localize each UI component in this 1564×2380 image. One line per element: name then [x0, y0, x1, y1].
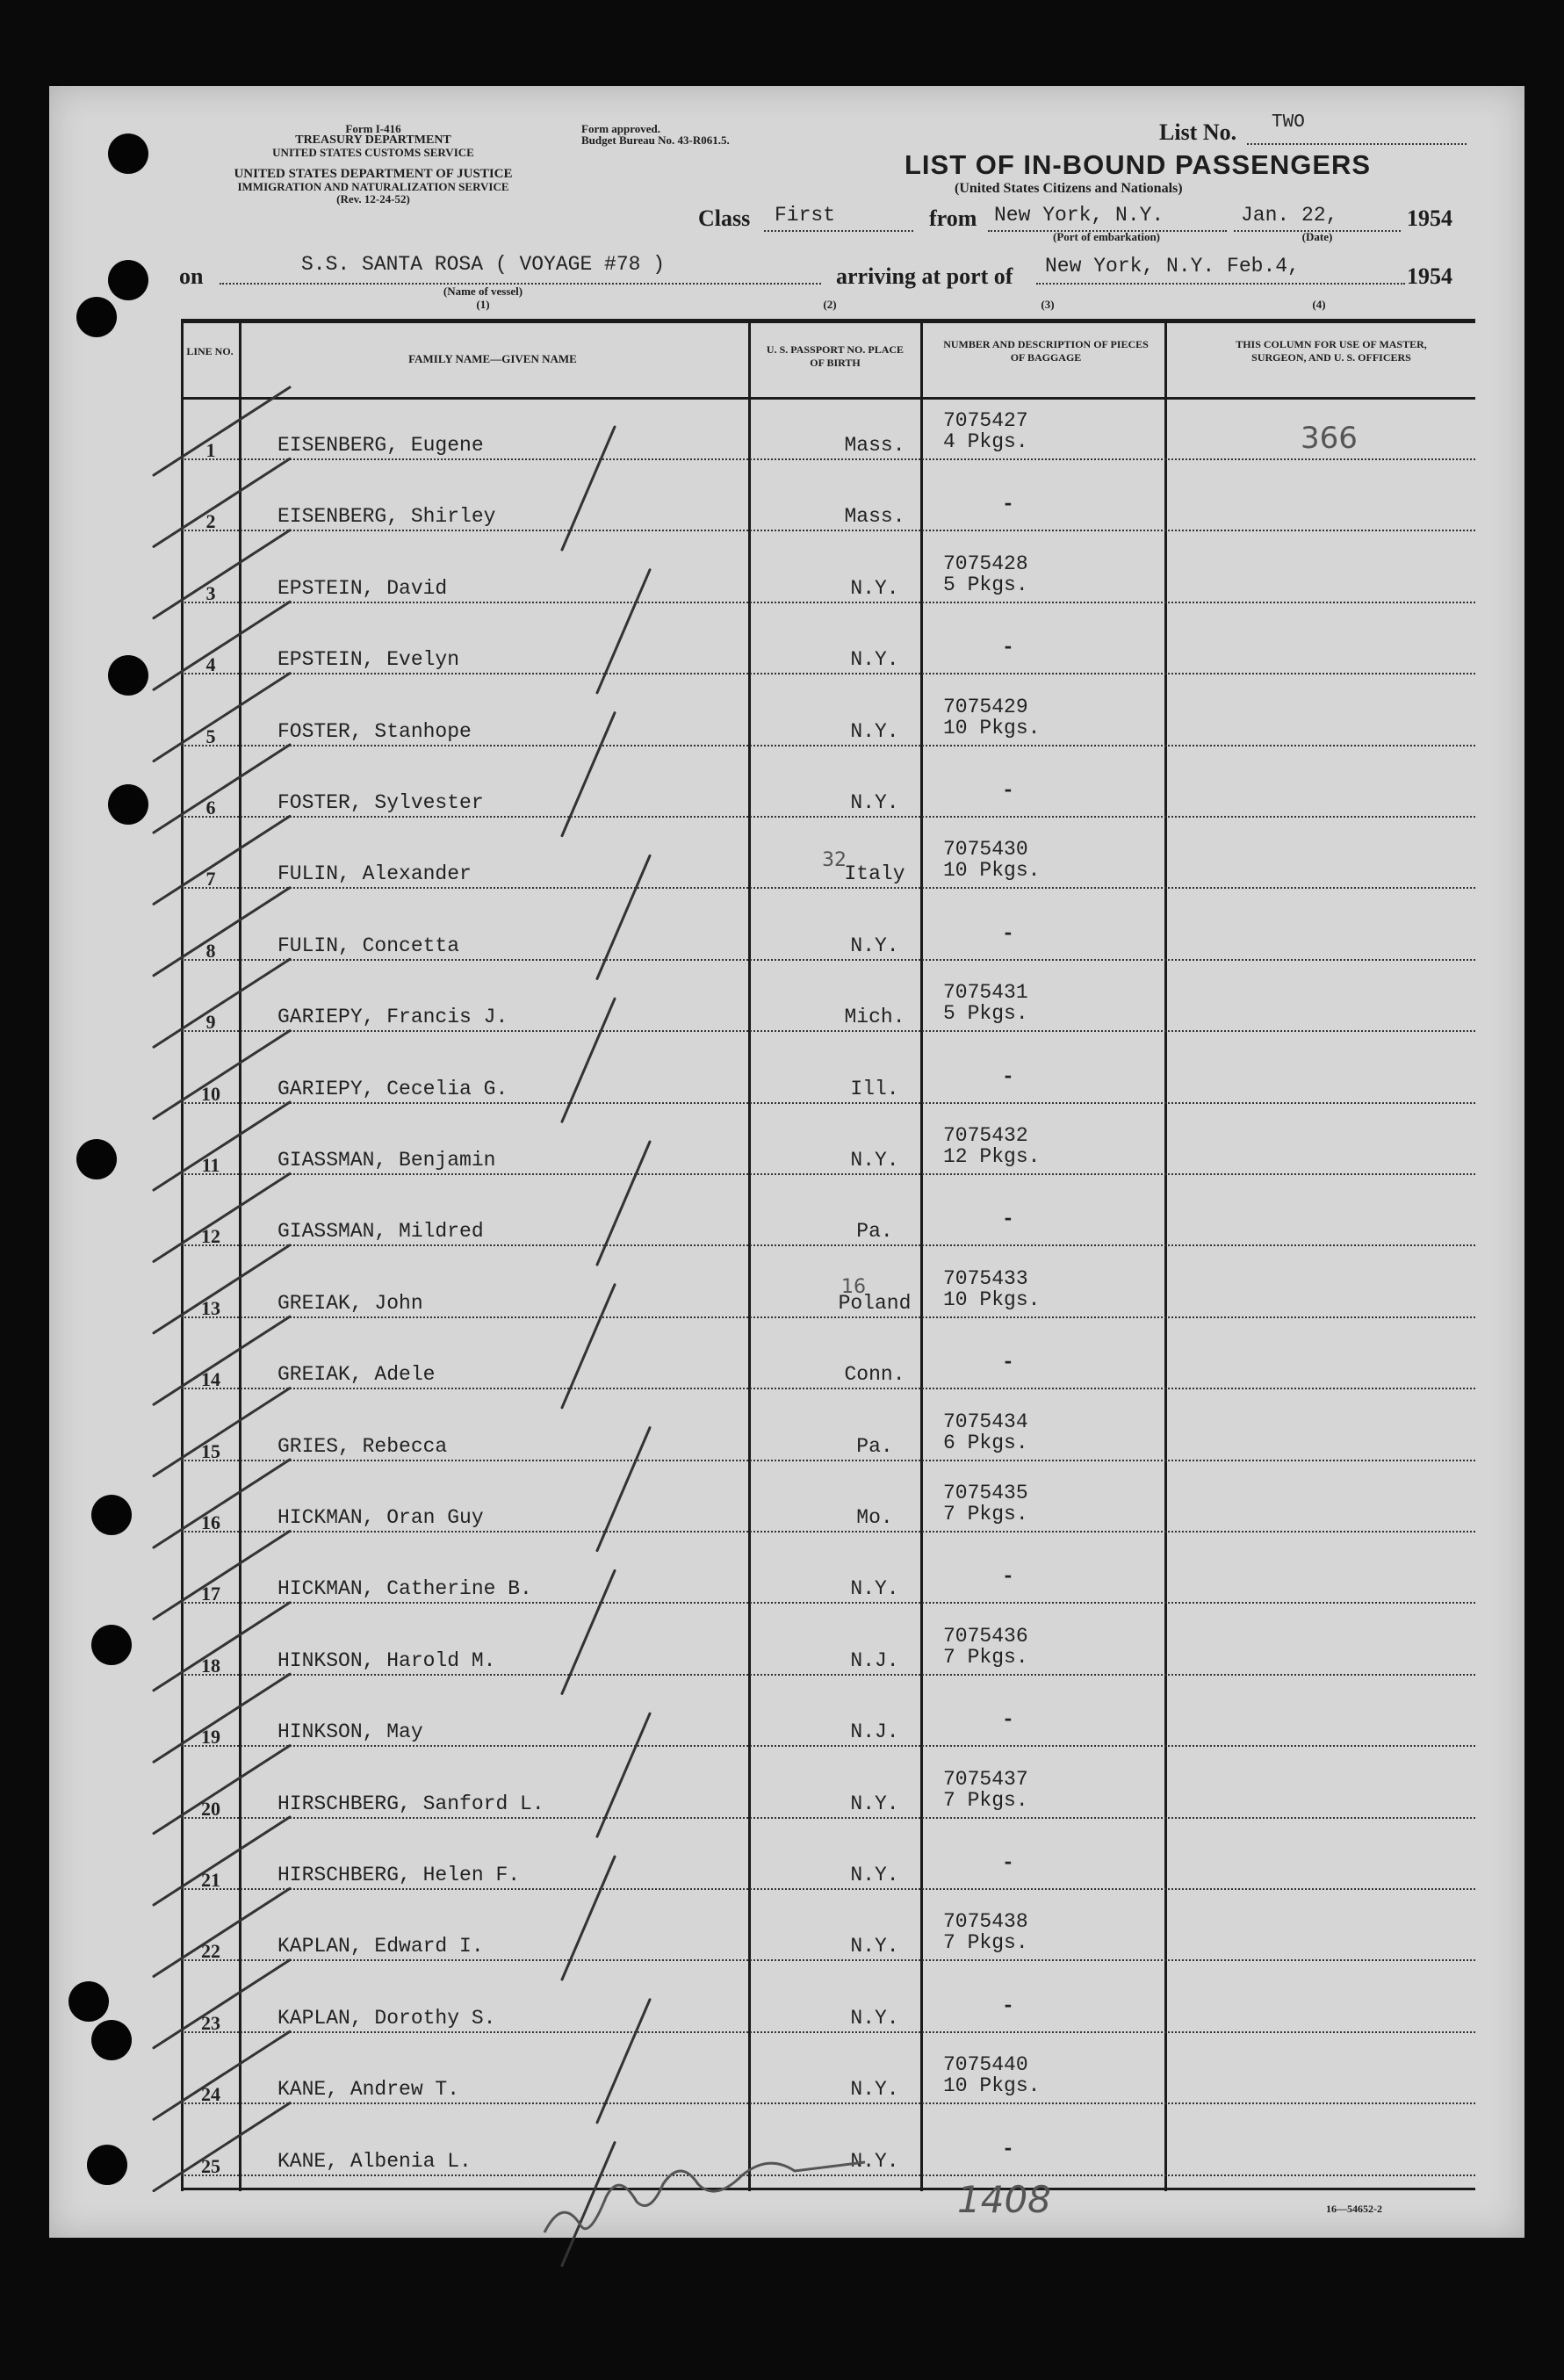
baggage-description: - [1002, 1208, 1014, 1231]
binder-hole [76, 1139, 117, 1179]
place-of-birth: N.J. [850, 1648, 899, 1672]
row-rule [181, 1674, 1475, 1676]
line-number: 6 [205, 797, 216, 819]
table-row [181, 1259, 1475, 1330]
line-number: 18 [201, 1654, 220, 1677]
row-rule [181, 2102, 1475, 2104]
passenger-name: FULIN, Alexander [277, 862, 472, 886]
baggage-description: 7 Pkgs. [943, 1788, 1028, 1812]
baggage-number: 7075436 [943, 1624, 1028, 1648]
line-number: 14 [201, 1368, 220, 1391]
baggage-description: 4 Pkgs. [943, 430, 1028, 453]
row-rule [181, 530, 1475, 531]
row-rule [181, 602, 1475, 603]
baggage-description: 10 Pkgs. [943, 859, 1041, 883]
passenger-name: HIRSCHBERG, Helen F. [277, 1864, 521, 1886]
place-of-birth: N.Y. [850, 1935, 899, 1958]
binder-hole [108, 133, 148, 174]
vessel-value: S.S. SANTA ROSA ( VOYAGE #78 ) [301, 253, 666, 276]
baggage-number: 7075438 [943, 1910, 1028, 1934]
line-number: 23 [201, 2011, 220, 2034]
caption-2: (2) [823, 298, 837, 311]
table-row [181, 1544, 1475, 1615]
binder-hole [108, 784, 148, 825]
table-row [181, 972, 1475, 1043]
passenger-name: EPSTEIN, Evelyn [277, 648, 460, 672]
caption-3: (3) [1041, 298, 1055, 311]
row-rule [181, 1817, 1475, 1819]
line-number: 8 [205, 939, 216, 962]
baggage-description: - [1002, 1851, 1014, 1874]
passenger-name: GREIAK, John [277, 1291, 423, 1315]
customs-service: UNITED STATES CUSTOMS SERVICE [272, 146, 474, 159]
table-row [181, 1973, 1475, 2045]
table-row [181, 1186, 1475, 1258]
line-number: 16 [201, 1511, 220, 1533]
col-header-baggage: NUMBER AND DESCRIPTION OF PIECES OF BAGGAGE [943, 338, 1149, 364]
line-number: 17 [201, 1583, 220, 1605]
baggage-number: 7075430 [943, 838, 1028, 862]
baggage-number: 7075440 [943, 2053, 1028, 2077]
table-row [181, 472, 1475, 543]
ins-service: IMMIGRATION AND NATURALIZATION SERVICE [237, 180, 509, 193]
table-row [181, 1830, 1475, 1901]
row-rule [181, 1745, 1475, 1747]
passenger-name: GIASSMAN, Mildred [277, 1220, 484, 1244]
from-value: New York, N.Y. [994, 204, 1164, 227]
baggage-number: 7075432 [943, 1124, 1028, 1147]
baggage-description: 7 Pkgs. [943, 1931, 1028, 1955]
line-number: 9 [205, 1011, 216, 1034]
baggage-description: 10 Pkgs. [943, 716, 1041, 739]
place-of-birth: N.Y. [850, 719, 899, 743]
baggage-description: - [1002, 493, 1014, 516]
list-no-value: TWO [1272, 112, 1305, 133]
line-number: 3 [205, 581, 216, 604]
baggage-description: - [1002, 921, 1014, 945]
place-of-birth: Mass. [844, 434, 905, 457]
date-value: Jan. 22, [1241, 204, 1338, 227]
class-underline [764, 230, 913, 232]
baggage-description: 10 Pkgs. [943, 1287, 1041, 1311]
place-of-birth: N.Y. [850, 1149, 899, 1172]
passenger-name: HINKSON, May [277, 1720, 423, 1744]
place-of-birth: N.Y. [850, 791, 899, 814]
row-rule [181, 1388, 1475, 1389]
row-rule [181, 887, 1475, 889]
binder-hole [87, 2145, 127, 2185]
arriving-label: arriving at port of [836, 263, 1013, 289]
passenger-name: KANE, Andrew T. [277, 2078, 460, 2102]
line-number: 1 [205, 439, 216, 461]
place-of-birth: Mich. [844, 1006, 905, 1029]
baggage-description: - [1002, 2137, 1014, 2160]
col-header-passport: U. S. PASSPORT NO. PLACE OF BIRTH [766, 343, 905, 369]
footer-handwritten-number: 1408 [957, 2178, 1051, 2221]
baggage-number: 7075435 [943, 1482, 1028, 1504]
place-of-birth: N.Y. [850, 1864, 899, 1886]
table-row [181, 1687, 1475, 1758]
class-label: Class [698, 206, 751, 231]
row-rule [181, 1244, 1475, 1246]
table-row [181, 1616, 1475, 1687]
binder-hole [108, 655, 148, 696]
passenger-name: FOSTER, Stanhope [277, 719, 472, 743]
vessel-caption: (Name of vessel) [443, 285, 523, 298]
table-row [181, 1115, 1475, 1186]
passenger-name: KAPLAN, Edward I. [277, 1935, 484, 1958]
arriving-underline [1036, 283, 1405, 285]
baggage-description: 7 Pkgs. [943, 1645, 1028, 1669]
row-rule [181, 2174, 1475, 2176]
place-of-birth: N.Y. [850, 2006, 899, 2030]
table-row [181, 687, 1475, 758]
line-number: 2 [205, 510, 216, 533]
place-of-birth: N.Y. [850, 2078, 899, 2102]
baggage-description: 6 Pkgs. [943, 1431, 1028, 1454]
year-1: 1954 [1407, 206, 1452, 231]
baggage-number: 7075433 [943, 1266, 1028, 1290]
officer-note: 366 [1301, 421, 1358, 456]
place-of-birth: Italy [844, 862, 905, 886]
budget-bureau: Budget Bureau No. 43-R061.5. [581, 133, 730, 147]
justice-dept: UNITED STATES DEPARTMENT OF JUSTICE [234, 167, 513, 181]
from-label: from [929, 206, 977, 231]
line-number: 11 [201, 1154, 220, 1176]
list-no-label: List No. [1159, 119, 1237, 145]
row-rule [181, 816, 1475, 818]
baggage-description: - [1002, 636, 1014, 660]
list-no-underline [1247, 143, 1467, 145]
passenger-name: HICKMAN, Catherine B. [277, 1577, 532, 1601]
table-row [181, 1901, 1475, 1973]
line-number: 5 [205, 725, 216, 747]
line-number: 10 [201, 1082, 220, 1105]
arriving-value: New York, N.Y. Feb.4, [1045, 255, 1300, 278]
passenger-name: FULIN, Concetta [277, 934, 460, 957]
baggage-description: 10 Pkgs. [943, 2074, 1041, 2098]
place-of-birth: N.Y. [850, 2149, 899, 2173]
place-of-birth: Conn. [844, 1363, 905, 1387]
baggage-description: - [1002, 1708, 1014, 1732]
row-rule [181, 1531, 1475, 1533]
caption-4: (4) [1312, 298, 1326, 311]
baggage-description: 5 Pkgs. [943, 1002, 1028, 1026]
place-of-birth: N.Y. [850, 1792, 899, 1815]
row-rule [181, 673, 1475, 674]
table-row [181, 1402, 1475, 1473]
col-header-name: FAMILY NAME—GIVEN NAME [408, 352, 577, 365]
row-rule [181, 1102, 1475, 1104]
passenger-name: KAPLAN, Dorothy S. [277, 2006, 496, 2030]
row-rule [181, 1460, 1475, 1461]
place-of-birth: Pa. [856, 1220, 893, 1244]
baggage-description: - [1002, 1565, 1014, 1589]
col-header-officers: THIS COLUMN FOR USE OF MASTER, SURGEON, AND U. S. OFFICERS [1236, 338, 1427, 364]
place-of-birth: Ill. [850, 1077, 899, 1100]
row-rule [181, 458, 1475, 460]
passenger-name: GRIES, Rebecca [277, 1434, 448, 1458]
on-label: on [179, 263, 204, 289]
row-rule [181, 959, 1475, 961]
baggage-number: 7075428 [943, 552, 1028, 575]
table-top-rule [181, 319, 1475, 323]
row-rule [181, 1602, 1475, 1604]
footer-code: 16—54652-2 [1326, 2203, 1382, 2215]
col-header-line: LINE NO. [186, 345, 234, 357]
page-subtitle: (United States Citizens and Nationals) [955, 181, 1183, 196]
table-row [181, 758, 1475, 829]
passenger-name: GARIEPY, Cecelia G. [277, 1077, 508, 1100]
line-number: 20 [201, 1797, 220, 1820]
row-rule [181, 1888, 1475, 1890]
line-number: 21 [201, 1869, 220, 1891]
place-of-birth: N.Y. [850, 576, 899, 600]
baggage-description: - [1002, 779, 1014, 802]
row-rule [181, 1959, 1475, 1961]
header-bottom-rule [181, 397, 1475, 400]
row-rule [181, 745, 1475, 746]
line-number: 25 [201, 2154, 220, 2177]
table-row [181, 901, 1475, 972]
row13-note: 16 [841, 1276, 866, 1298]
place-of-birth: Pa. [856, 1434, 893, 1458]
caption-1: (1) [476, 298, 490, 311]
passenger-name: GIASSMAN, Benjamin [277, 1149, 496, 1172]
line-number: 4 [205, 653, 216, 676]
baggage-number: 7075431 [943, 981, 1028, 1005]
form-approved: Form approved. [581, 122, 661, 135]
revision: (Rev. 12-24-52) [336, 192, 410, 206]
baggage-description: - [1002, 1064, 1014, 1088]
passenger-name: GARIEPY, Francis J. [277, 1006, 508, 1029]
page-title: LIST OF IN-BOUND PASSENGERS [905, 149, 1372, 180]
baggage-description: 7 Pkgs. [943, 1503, 1028, 1525]
baggage-description: 5 Pkgs. [943, 573, 1028, 596]
baggage-number: 7075429 [943, 695, 1028, 718]
baggage-description: 12 Pkgs. [943, 1145, 1041, 1168]
row-rule [181, 1030, 1475, 1032]
table-row [181, 1473, 1475, 1544]
table-row [181, 1330, 1475, 1401]
row-rule [181, 1173, 1475, 1175]
passenger-name: HINKSON, Harold M. [277, 1648, 496, 1672]
place-of-birth: N.J. [850, 1720, 899, 1744]
table-row [181, 544, 1475, 615]
baggage-number: 7075427 [943, 409, 1028, 432]
place-of-birth: Poland [838, 1291, 912, 1315]
passenger-name: EISENBERG, Eugene [277, 434, 484, 457]
line-number: 7 [205, 868, 216, 891]
passenger-name: HIRSCHBERG, Sanford L. [277, 1792, 544, 1815]
row-rule [181, 2031, 1475, 2033]
passenger-name: FOSTER, Sylvester [277, 791, 484, 814]
line-number: 24 [201, 2083, 220, 2106]
binder-hole [108, 260, 148, 300]
table-row [181, 400, 1475, 472]
table-row [181, 1759, 1475, 1830]
place-of-birth: N.Y. [850, 648, 899, 672]
place-of-birth: N.Y. [850, 1577, 899, 1601]
baggage-description: - [1002, 1994, 1014, 2017]
place-of-birth: Mo. [856, 1506, 893, 1529]
baggage-number: 7075434 [943, 1410, 1028, 1433]
binder-hole [91, 2020, 132, 2060]
class-value: First [775, 204, 836, 227]
line-number: 12 [201, 1225, 220, 1248]
from-caption: (Port of embarkation) [1052, 230, 1161, 243]
passenger-name: KANE, Albenia L. [277, 2149, 472, 2173]
passenger-name: EISENBERG, Shirley [277, 505, 496, 529]
date-caption: (Date) [1301, 230, 1333, 243]
place-of-birth: N.Y. [850, 934, 899, 957]
row-rule [181, 1316, 1475, 1318]
line-number: 22 [201, 1940, 220, 1963]
year-2: 1954 [1407, 263, 1452, 289]
binder-hole [68, 1981, 109, 2022]
passenger-table [181, 319, 1475, 2191]
binder-hole [91, 1625, 132, 1665]
line-number: 13 [201, 1296, 220, 1319]
line-number: 15 [201, 1439, 220, 1462]
baggage-number: 7075437 [943, 1767, 1028, 1791]
line-number: 19 [201, 1726, 220, 1749]
binder-hole [91, 1495, 132, 1535]
baggage-description: - [1002, 1351, 1014, 1374]
passenger-name: GREIAK, Adele [277, 1363, 436, 1387]
table-row [181, 2117, 1475, 2188]
treasury-dept: TREASURY DEPARTMENT [295, 133, 451, 147]
place-of-birth: Mass. [844, 505, 905, 529]
form-number: Form I-416 [345, 122, 401, 135]
passenger-name: EPSTEIN, David [277, 576, 448, 600]
table-row [181, 615, 1475, 686]
table-bottom-rule [181, 2188, 1475, 2190]
row7-note: 32 [822, 849, 847, 871]
table-row [181, 2045, 1475, 2116]
binder-hole [76, 297, 117, 337]
table-row [181, 1044, 1475, 1115]
passenger-name: HICKMAN, Oran Guy [277, 1506, 484, 1529]
